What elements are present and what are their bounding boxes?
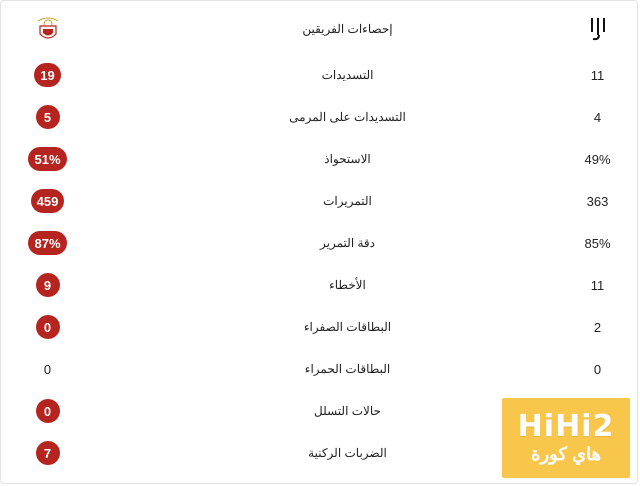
home-pass-accuracy-badge: 87% xyxy=(28,231,66,255)
stat-label: البطاقات الصفراء xyxy=(303,320,392,334)
home-shots-badge: 19 xyxy=(34,63,60,87)
away-shots-on-target-value: 4 xyxy=(593,109,602,125)
home-offsides-badge: 0 xyxy=(36,399,60,423)
stat-row-yellow-cards xyxy=(0,306,640,348)
stat-label: دقة التمرير xyxy=(320,236,375,250)
away-possession-value: 49% xyxy=(584,151,611,167)
away-red-cards-value: 0 xyxy=(593,361,602,377)
header-row xyxy=(0,8,640,50)
stat-label: الاستحواذ xyxy=(324,152,371,166)
stat-row-fouls xyxy=(0,264,640,306)
away-yellow-cards-value: 2 xyxy=(593,319,602,335)
stat-row-pass-accuracy xyxy=(0,222,640,264)
hihi2-watermark xyxy=(502,398,630,478)
benfica-crest-icon xyxy=(36,16,60,42)
stat-label: حالات التسلل xyxy=(314,404,381,418)
stat-row-red-cards xyxy=(0,348,640,390)
away-pass-accuracy-value: 85% xyxy=(584,235,611,251)
stat-row-shots xyxy=(0,54,640,96)
watermark-brand: HiHi2 xyxy=(517,409,615,444)
away-fouls-value: 11 xyxy=(590,277,605,293)
home-corners-badge: 7 xyxy=(36,441,60,465)
stat-row-shots-on-target xyxy=(0,96,640,138)
home-team-logo xyxy=(0,8,95,50)
stat-label: الضربات الركنية xyxy=(308,446,387,460)
stat-label: التسديدات على المرمى xyxy=(289,110,406,124)
stat-label: البطاقات الحمراء xyxy=(304,362,391,376)
juventus-logo-icon xyxy=(588,17,608,41)
stat-row-possession xyxy=(0,138,640,180)
home-possession-badge: 51% xyxy=(28,147,66,171)
watermark-subtitle: هاي كورة xyxy=(530,444,602,464)
page-title: إحصاءات الفريقين xyxy=(302,22,393,36)
home-passes-badge: 459 xyxy=(31,189,65,213)
stat-label: التمريرات xyxy=(323,194,372,208)
stat-label: الأخطاء xyxy=(329,278,366,292)
away-team-logo xyxy=(555,8,640,50)
home-fouls-badge: 9 xyxy=(36,273,60,297)
home-shots-on-target-badge: 5 xyxy=(36,105,60,129)
home-yellow-cards-badge: 0 xyxy=(36,315,60,339)
home-red-cards-value: 0 xyxy=(43,361,52,377)
away-passes-value: 363 xyxy=(586,193,609,209)
stat-row-passes xyxy=(0,180,640,222)
away-shots-value: 11 xyxy=(590,67,605,83)
stat-label: التسديدات xyxy=(321,68,374,82)
